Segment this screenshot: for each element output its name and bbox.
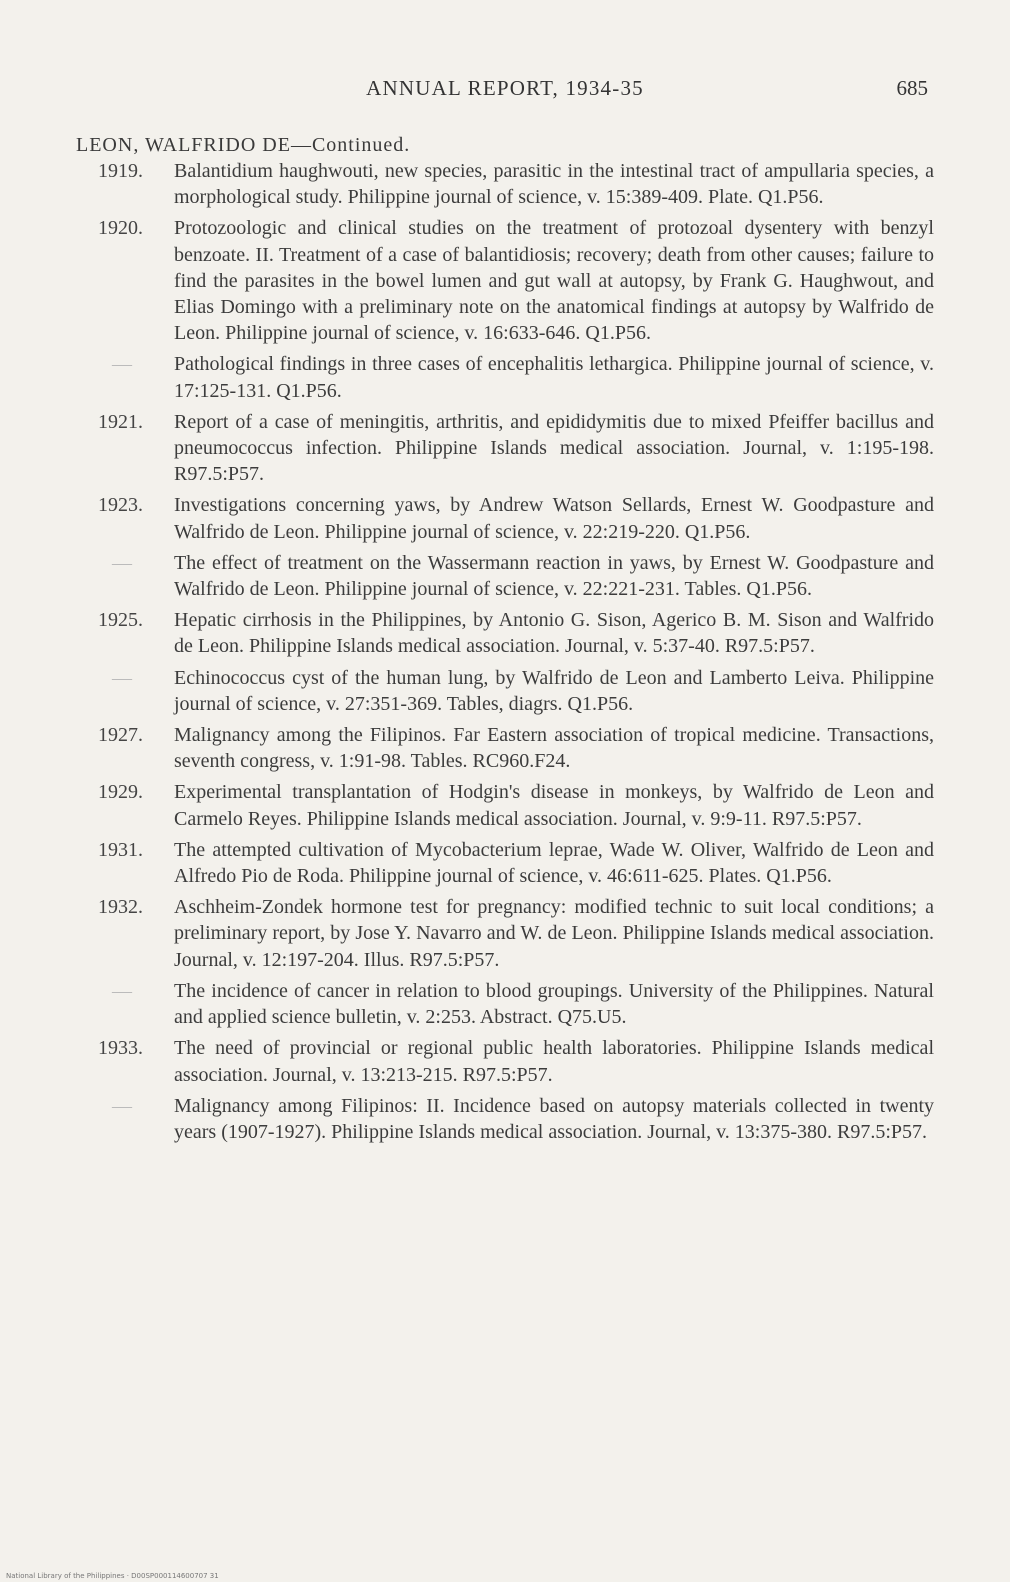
bibliography-entry [98,215,934,346]
entry-text: Experimental transplantation of Hodgin's disease in monkeys, by Walfrido de Leon and Carmelo Reyes. Philippine Islands medical association. Journal, v. 9:9-11. R97.5:P57. [174,781,934,830]
entry-text: The need of provincial or regional public health laboratories. Philippine Islands medical association. Journal, v. 13:213-215. R97.5:P57. [174,1037,934,1086]
entry-text: The incidence of cancer in relation to blood groupings. University of the Philippines. Natural and applied science bulletin, v. 2:253. Abstract. Q75.U5. [174,979,934,1029]
bibliography-entry [98,779,934,831]
bibliography-entry [98,722,934,774]
bibliography-list [0,158,1010,1150]
bibliography-entry [98,409,934,488]
entry-year: — [112,353,132,376]
entry-year: 1919. [98,160,143,182]
entry-year: 1932. [98,896,143,919]
entry-text: Protozoologic and clinical studies on the treatment of protozoal dysentery with benzyl benzoate. II. Treatment of a case of balantidiosis; recovery; death from other causes; failure to find the parasites in the bowel lumen and gut wall at autopsy, by Frank G. Haughwout, and Elias Domingo with a preliminary note on the anatomical findings at autopsy by Walfrido de Leon. Philippine journal of science, v. 16:633-646. Q1.P56. [174,217,934,345]
entry-text: Hepatic cirrhosis in the Philippines, by Antonio G. Sison, Agerico B. M. Sison and Walfrido de Leon. Philippine Islands medical association. Journal, v. 5:37-40. R97.5:P57. [174,609,934,658]
entry-text: Balantidium haughwouti, new species, parasitic in the intestinal tract of ampullaria species, a morphological study. Philippine journal of science, v. 15:389-409. Plate. Q1.P56. [174,160,934,209]
bibliography-entry [112,1093,934,1145]
bibliography-entry [112,978,934,1030]
bibliography-entry [98,837,934,889]
bibliography-entry [98,1035,934,1087]
entry-text: Investigations concerning yaws, by Andrew Watson Sellards, Ernest W. Goodpasture and Walfrido de Leon. Philippine journal of science, v. 22:219-220. Q1.P56. [174,494,934,543]
entry-text: The effect of treatment on the Wassermann reaction in yaws, by Ernest W. Goodpasture and Walfrido de Leon. Philippine journal of science, v. 22:221-231. Tables. Q1.P56. [174,551,934,601]
entry-text: Malignancy among Filipinos: II. Incidence based on autopsy materials collected in twenty years (1907-1927). Philippine Islands medical association. Journal, v. 13:375-380. R97.5:P57. [174,1094,934,1143]
entry-year: 1921. [98,410,143,433]
page-number: 685 [896,76,928,100]
entry-year: 1929. [98,781,143,804]
bibliography-entry [98,894,934,973]
entry-text: Malignancy among the Filipinos. Far Eastern association of tropical medicine. Transactions, seventh congress, v. 1:91-98. Tables. RC960.F24. [174,724,934,773]
page-title: ANNUAL REPORT, 1934-35 [366,76,644,100]
entry-text: Report of a case of meningitis, arthritis, and epididymitis due to mixed Pfeiffer bacillus and pneumococcus infection. Philippine Islands medical association. Journal, v. 1:195-198. R97.5:P57. [174,410,934,486]
entry-text: Aschheim-Zondek hormone test for pregnancy: modified technic to suit local conditions; a preliminary report, by Jose Y. Navarro and W. de Leon. Philippine Islands medical association. Journal, v. 12:197-204. Illus. R97.5:P57. [174,896,934,971]
bibliography-entry [112,550,934,602]
entry-text: Pathological findings in three cases of encephalitis lethargica. Philippine journal of science, v. 17:125-131. Q1.P56. [174,353,934,402]
entry-text: The attempted cultivation of Mycobacterium leprae, Wade W. Oliver, Walfrido de Leon and Alfredo Pio de Roda. Philippine journal of science, v. 46:611-625. Plates. Q1.P56. [174,838,934,888]
author-heading: LEON, WALFRIDO DE—Continued. [76,134,411,156]
entry-year: 1927. [98,724,143,747]
footer-credit: National Library of the Philippines · D00SP000114600707 31 [6,1572,219,1580]
entry-year: — [112,1094,132,1117]
entry-year: 1925. [98,609,143,632]
bibliography-entry [112,351,934,403]
bibliography-entry [98,158,934,210]
entry-text: Echinococcus cyst of the human lung, by Walfrido de Leon and Lamberto Leiva. Philippine journal of science, v. 27:351-369. Tables, diagrs. Q1.P56. [174,666,934,715]
entry-year: — [112,666,132,689]
entry-year: 1923. [98,494,143,517]
entry-year: — [112,979,132,1002]
bibliography-entry [98,607,934,659]
entry-year: 1920. [98,217,143,240]
page-header [0,76,1010,104]
bibliography-entry [98,492,934,544]
entry-year: 1931. [98,838,143,861]
entry-year: 1933. [98,1037,143,1060]
bibliography-entry [112,665,934,717]
entry-year: — [112,551,132,574]
